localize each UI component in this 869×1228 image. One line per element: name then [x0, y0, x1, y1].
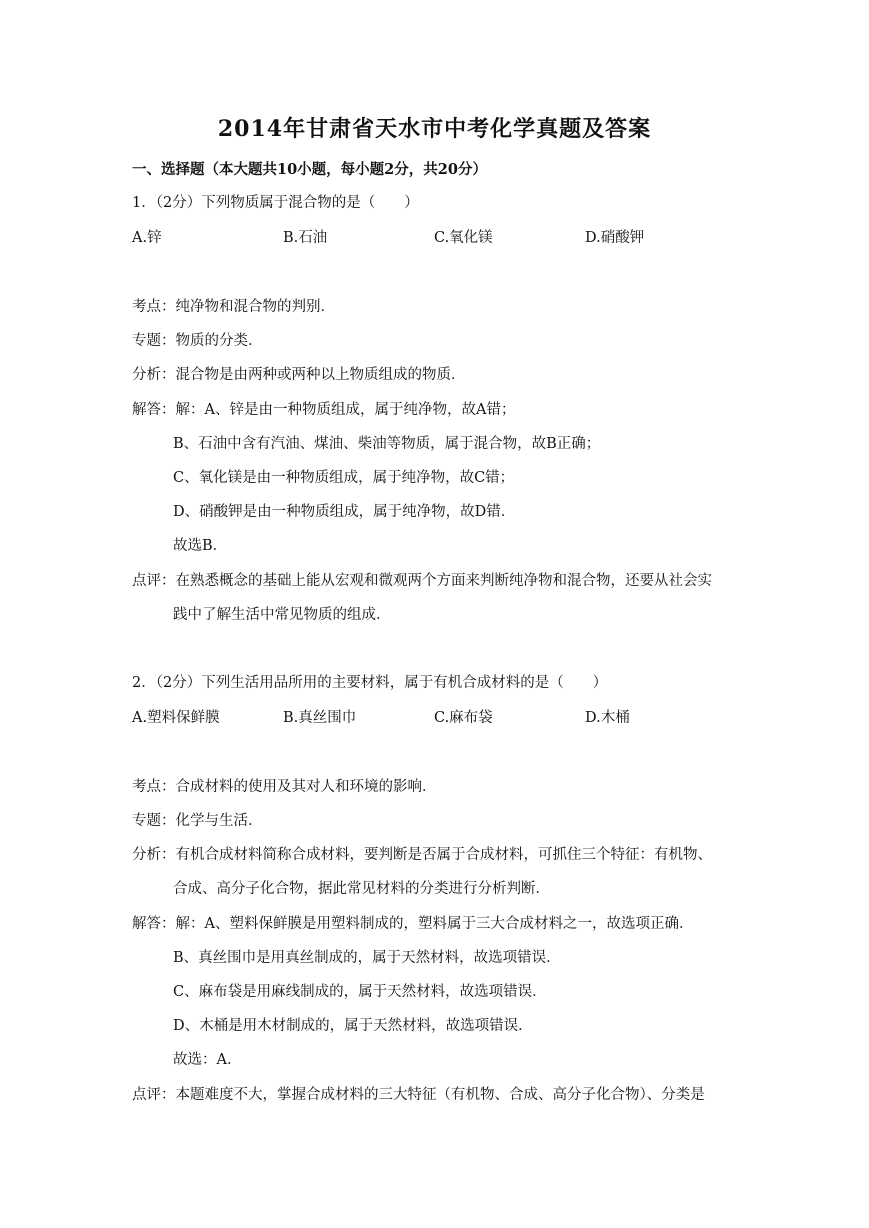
q2-fenxi-line: 合成、高分子化合物，据此常见材料的分类进行分析判断．: [173, 881, 550, 897]
q1-jieda-line: C、氧化镁是由一种物质组成，属于纯净物，故C错；: [173, 470, 515, 486]
q2-option-d: D.木桶: [585, 710, 630, 726]
q2-dianping: 点评：本题难度不大，掌握合成材料的三大特征（有机物、合成、高分子化合物）、分类是: [132, 1087, 705, 1103]
q2-jieda-line: C、麻布袋是用麻线制成的，属于天然材料，故选项错误．: [173, 984, 547, 1000]
q2-jieda-line: D、木桶是用木材制成的，属于天然材料，故选项错误．: [173, 1018, 533, 1034]
q1-jieda-line: B、石油中含有汽油、煤油、柴油等物质，属于混合物，故B正确；: [173, 436, 601, 452]
q2-option-a: A.塑料保鲜膜: [132, 710, 220, 726]
q2-zhuanti: 专题：化学与生活．: [132, 813, 263, 829]
q1-option-c: C.氧化镁: [434, 230, 493, 246]
section-heading: 一、选择题（本大题共10小题，每小题2分，共20分）: [132, 161, 487, 178]
question-2-stem: 2．（2分）下列生活用品所用的主要材料，属于有机合成材料的是（ ）: [132, 675, 608, 691]
q1-jieda-line: D、硝酸钾是由一种物质组成，属于纯净物，故D错．: [173, 504, 516, 520]
page-title: 2014年甘肃省天水市中考化学真题及答案: [217, 116, 652, 142]
q1-dianping-line: 践中了解生活中常见物质的组成．: [173, 607, 391, 623]
q2-fenxi-line: 分析：有机合成材料简称合成材料，要判断是否属于合成材料，可抓住三个特征：有机物、: [132, 847, 712, 863]
q1-option-a: A.锌: [132, 230, 162, 246]
q1-option-d: D.硝酸钾: [585, 230, 645, 246]
q1-zhuanti: 专题：物质的分类．: [132, 333, 263, 349]
q2-kaodian: 考点：合成材料的使用及其对人和环境的影响．: [132, 779, 437, 795]
q1-fenxi: 分析：混合物是由两种或两种以上物质组成的物质．: [132, 367, 466, 383]
q1-jieda-line: 解答：解：A、锌是由一种物质组成，属于纯净物，故A错；: [132, 402, 516, 418]
q2-jieda-line: 解答：解：A、塑料保鲜膜是用塑料制成的，塑料属于三大合成材料之一，故选项正确．: [132, 916, 694, 932]
q1-option-b: B.石油: [283, 230, 328, 246]
q2-answer: 故选：A．: [173, 1052, 242, 1068]
question-1-stem: 1．（2分）下列物质属于混合物的是（ ）: [132, 195, 419, 211]
q2-option-c: C.麻布袋: [434, 710, 493, 726]
q2-jieda-line: B、真丝围巾是用真丝制成的，属于天然材料，故选项错误．: [173, 950, 561, 966]
q1-answer: 故选B．: [173, 538, 228, 554]
q1-dianping-line: 点评：在熟悉概念的基础上能从宏观和微观两个方面来判断纯净物和混合物，还要从社会实: [132, 573, 712, 589]
q1-kaodian: 考点：纯净物和混合物的判别．: [132, 299, 335, 315]
q2-option-b: B.真丝围巾: [283, 710, 357, 726]
